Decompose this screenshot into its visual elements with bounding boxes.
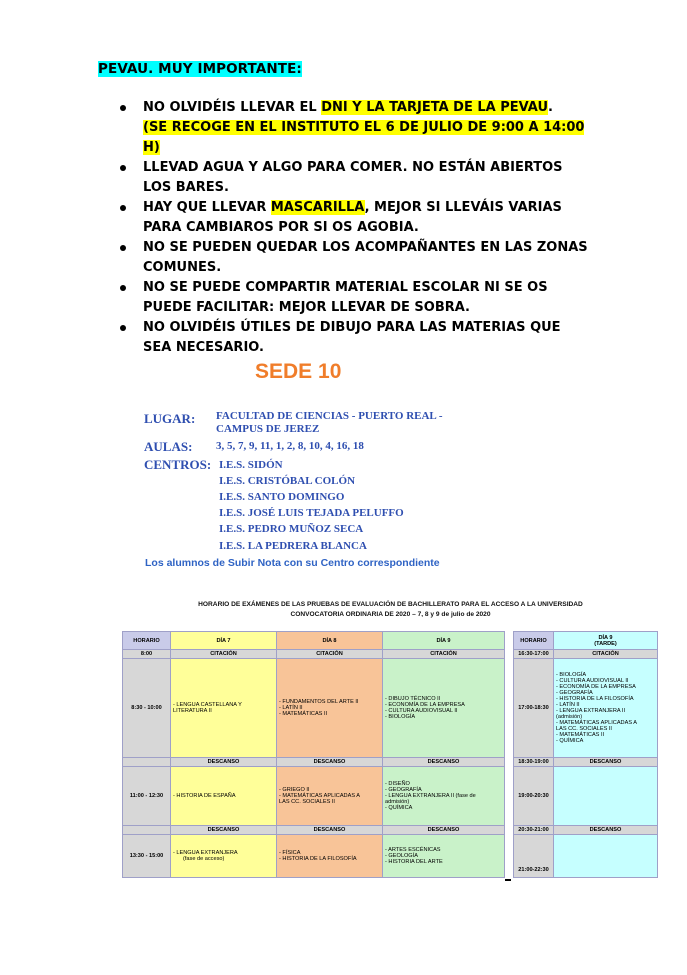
notice-list — [120, 98, 590, 358]
time-cell: 8:00 — [123, 650, 171, 659]
citacion-cell: CITACIÓN — [277, 650, 383, 659]
lugar-line-2: CAMPUS DE JEREZ — [216, 423, 320, 435]
time-cell: 8:30 - 10:00 — [123, 659, 171, 758]
table-row — [123, 632, 505, 650]
lugar-line-1: FACULTAD DE CIENCIAS - PUERTO REAL - — [216, 410, 443, 422]
subir-nota-note: Los alumnos de Subir Nota con su Centro correspondiente — [145, 557, 440, 569]
empty-cell — [554, 835, 658, 878]
exam-cell: - ARTES ESCÉNICAS - GEOLOGÍA - HISTORIA DEL ARTE — [383, 835, 505, 878]
bullet-icon — [120, 105, 126, 111]
list-item: NO SE PUEDE COMPARTIR MATERIAL ESCOLAR NI SE OS PUEDE FACILITAR: MEJOR LLEVAR DE SOBRA. — [120, 278, 590, 318]
table-row — [514, 767, 658, 826]
list-item: NO OLVIDÉIS LLEVAR EL DNI Y LA TARJETA DE LA PEVAU. (SE RECOGE EN EL INSTITUTO EL 6 DE JULIO DE 9:00 A 14:00 H) — [120, 98, 590, 158]
table-row — [123, 767, 505, 826]
time-cell: 18:30-19:00 — [514, 758, 554, 767]
centro-item: I.E.S. PEDRO MUÑOZ SECA — [219, 523, 364, 535]
empty-cell — [554, 767, 658, 826]
exam-cell: - BIOLOGÍA - CULTURA AUDIOVISUAL II - ECONOMÍA DE LA EMPRESA - GEOGRAFÍA - HISTORIA DE LA FILOSOFÍA - LATÍN II - LENGUA EXTRANJERA II (admisión) - MATEMÁTICAS APLICADAS A LAS CC. SOCIALES II - MATEMÁTICAS II - QUÍMICA — [554, 659, 658, 758]
aulas-label: AULAS: — [144, 439, 193, 454]
schedule-table — [122, 631, 505, 878]
time-cell: 11:00 - 12:30 — [123, 767, 171, 826]
header-horario: HORARIO — [123, 632, 171, 650]
exam-cell: - GRIEGO II - MATEMÁTICAS APLICADAS A LAS CC. SOCIALES II — [277, 767, 383, 826]
table-row — [514, 650, 658, 659]
exam-cell: - LENGUA EXTRANJERA (fase de acceso) — [171, 835, 277, 878]
highlight: MASCARILLA — [270, 200, 365, 215]
list-item: HAY QUE LLEVAR MASCARILLA, MEJOR SI LLEVÁIS VARIAS PARA CAMBIAROS POR SI OS AGOBIA. — [120, 198, 590, 238]
sede-title: SEDE 10 — [255, 360, 342, 383]
citacion-cell: CITACIÓN — [554, 650, 658, 659]
bullet-icon — [120, 325, 126, 331]
list-item: NO OLVIDÉIS ÚTILES DE DIBUJO PARA LAS MATERIAS QUE SEA NECESARIO. — [120, 318, 590, 358]
bullet-icon — [120, 205, 126, 211]
centro-item: I.E.S. SANTO DOMINGO — [219, 491, 345, 503]
notice-heading: PEVAU. MUY IMPORTANTE: — [98, 61, 302, 77]
exam-cell: - DIBUJO TÉCNICO II - ECONOMÍA DE LA EMPRESA - CULTURA AUDIOVISUAL II - BIOLOGÍA — [383, 659, 505, 758]
list-item: LLEVAD AGUA Y ALGO PARA COMER. NO ESTÁN ABIERTOS LOS BARES. — [120, 158, 590, 198]
exam-cell: - DISEÑO - GEOGRAFÍA - LENGUA EXTRANJERA II (fase de admisión) - QUÍMICA — [383, 767, 505, 826]
time-cell: 13:30 - 15:00 — [123, 835, 171, 878]
table-row — [123, 835, 505, 878]
time-cell: 19:00-20:30 — [514, 767, 554, 826]
divider — [505, 879, 511, 881]
header-dia7: DÍA 7 — [171, 632, 277, 650]
table-row — [123, 659, 505, 758]
exam-cell: - FUNDAMENTOS DEL ARTE II - LATÍN II - MATEMÁTICAS II — [277, 659, 383, 758]
time-cell: 21:00-22:30 — [514, 835, 554, 878]
list-item: NO SE PUEDEN QUEDAR LOS ACOMPAÑANTES EN LAS ZONAS COMUNES. — [120, 238, 590, 278]
highlight: DNI Y LA TARJETA DE LA PEVAU — [321, 100, 549, 115]
header-dia9: DÍA 9 — [383, 632, 505, 650]
table-row — [514, 659, 658, 758]
exam-cell: - LENGUA CASTELLANA Y LITERATURA II — [171, 659, 277, 758]
time-cell: 16:30-17:00 — [514, 650, 554, 659]
table-row — [514, 632, 658, 650]
descanso-cell: DESCANSO — [171, 758, 277, 767]
table-row — [514, 826, 658, 835]
descanso-cell: DESCANSO — [277, 826, 383, 835]
descanso-cell: DESCANSO — [171, 826, 277, 835]
descanso-cell: DESCANSO — [383, 826, 505, 835]
time-cell: 17:00-18:30 — [514, 659, 554, 758]
bullet-icon — [120, 165, 126, 171]
table-row — [514, 835, 658, 878]
lugar-label: LUGAR: — [144, 411, 196, 426]
bullet-icon — [120, 285, 126, 291]
centro-item: I.E.S. SIDÓN — [219, 459, 283, 471]
header-dia8: DÍA 8 — [277, 632, 383, 650]
table-row — [123, 826, 505, 835]
descanso-cell: DESCANSO — [383, 758, 505, 767]
bullet-icon — [120, 245, 126, 251]
table-row — [123, 758, 505, 767]
centros-label: CENTROS: — [144, 457, 212, 472]
table-row — [514, 758, 658, 767]
centro-item: I.E.S. CRISTÓBAL COLÓN — [219, 475, 356, 487]
time-cell: 20:30-21:00 — [514, 826, 554, 835]
citacion-cell: CITACIÓN — [383, 650, 505, 659]
header-horario: HORARIO — [514, 632, 554, 650]
centro-item: I.E.S. JOSÉ LUIS TEJADA PELUFFO — [219, 507, 404, 519]
descanso-cell: DESCANSO — [554, 826, 658, 835]
descanso-cell: DESCANSO — [277, 758, 383, 767]
schedule-subtitle: CONVOCATORIA ORDINARIA DE 2020 – 7, 8 y 9 de julio de 2020 — [290, 611, 491, 618]
aulas-value: 3, 5, 7, 9, 11, 1, 2, 8, 10, 4, 16, 18 — [216, 440, 364, 452]
afternoon-table — [513, 631, 658, 878]
exam-cell: - FÍSICA - HISTORIA DE LA FILOSOFÍA — [277, 835, 383, 878]
exam-cell: - HISTORIA DE ESPAÑA — [171, 767, 277, 826]
schedule-title: HORARIO DE EXÁMENES DE LAS PRUEBAS DE EVALUACIÓN DE BACHILLERATO PARA EL ACCESO A LA UNIVERSIDAD — [198, 601, 583, 608]
centro-item: I.E.S. LA PEDRERA BLANCA — [219, 540, 367, 552]
table-row — [123, 650, 505, 659]
highlight: (SE RECOGE EN EL INSTITUTO EL 6 DE JULIO DE 9:00 A 14:00 H) — [143, 120, 585, 155]
descanso-cell: DESCANSO — [554, 758, 658, 767]
citacion-cell: CITACIÓN — [171, 650, 277, 659]
header-dia9-tarde: DÍA 9 (TARDE) — [554, 632, 658, 650]
